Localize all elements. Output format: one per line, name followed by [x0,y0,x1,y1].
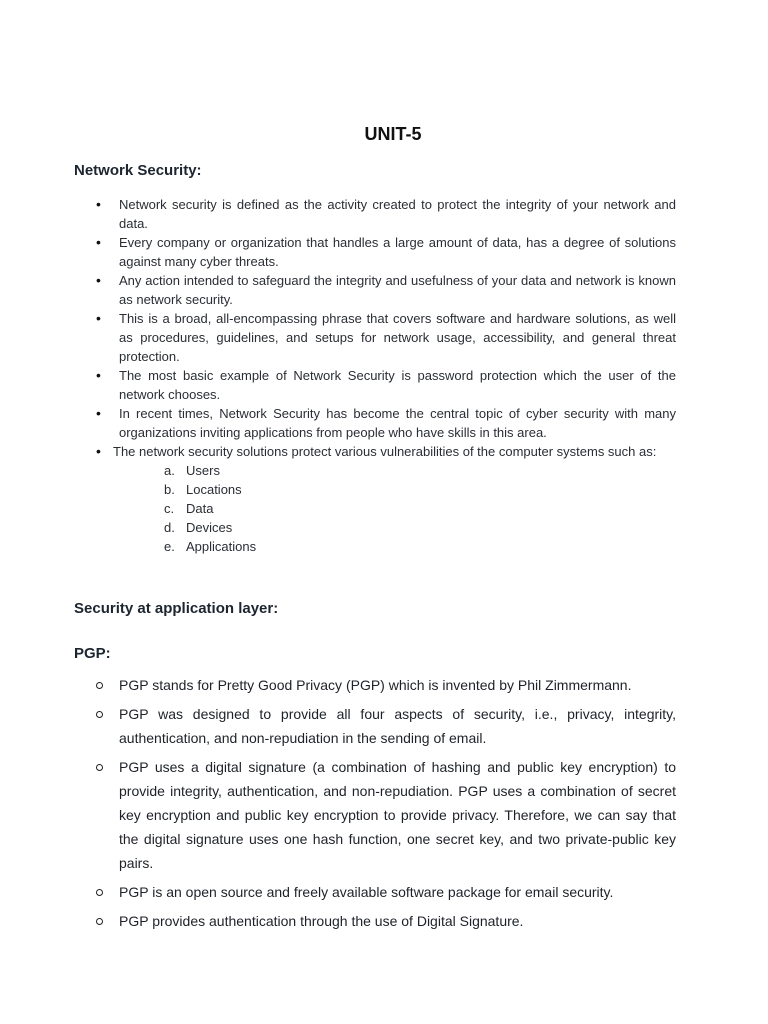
network-security-heading: Network Security: [74,162,202,179]
list-item: • The network security solutions protect various vulnerabilities of the computer systems such as: a. Users b. Locations c. Data d. Devices e. Applications [74,442,676,556]
page-title: UNIT-5 [364,124,422,144]
list-item: PGP provides authentication through the use of Digital Signature. [74,909,676,933]
sublist-item: a. Users [164,463,220,478]
list-item: • The most basic example of Network Security is password protection which the user of the network chooses. [96,367,676,402]
list-item: PGP was designed to provide all four aspects of security, i.e., privacy, integrity, authentication, and non-repudiation in the sending of email. [74,702,676,750]
sublist-item: b. Locations [164,482,242,497]
network-security-list [74,195,676,556]
list-item: PGP is an open source and freely available software package for email security. [74,880,676,904]
application-layer-heading: Security at application layer: [74,600,279,617]
list-item: PGP uses a digital signature (a combination of hashing and public key encryption) to provide integrity, authentication, and non-repudiation. PGP uses a combination of secret key encryption and public key encryption to provide privacy. Therefore, we can say that the digital signature uses one hash function, one secret key, and two private-public key pairs. [74,755,676,875]
list-item: • In recent times, Network Security has become the central topic of cyber security with many organizations inviting applications from people who have skills in this area. [96,405,676,440]
vulnerability-sublist [164,461,676,556]
bullet-dot-icon: • [96,367,101,383]
pgp-list [74,673,676,938]
bullet-dot-icon: • [96,443,101,459]
circle-bullet-icon [96,764,103,771]
pgp-heading: PGP: [74,645,111,662]
list-item: • Every company or organization that handles a large amount of data, has a degree of solutions against many cyber threats. [96,234,676,269]
bullet-dot-icon: • [96,405,101,421]
bullet-dot-icon: • [96,272,101,288]
list-item: • Network security is defined as the activity created to protect the integrity of your network and data. [96,196,676,231]
sublist-item: d. Devices [164,520,233,535]
sublist-item: c. Data [164,501,214,516]
sublist-item: e. Applications [164,539,257,554]
circle-bullet-icon [96,889,103,896]
bullet-dot-icon: • [96,196,101,212]
list-item: • Any action intended to safeguard the integrity and usefulness of your data and network is known as network security. [96,272,676,307]
circle-bullet-icon [96,918,103,925]
circle-bullet-icon [96,682,103,689]
bullet-dot-icon: • [96,234,101,250]
list-item: PGP stands for Pretty Good Privacy (PGP) which is invented by Phil Zimmermann. [74,673,676,697]
circle-bullet-icon [96,711,103,718]
bullet-dot-icon: • [96,310,101,326]
list-item: • This is a broad, all-encompassing phrase that covers software and hardware solutions, as well as procedures, guidelines, and setups for network usage, accessibility, and general threat protection. [96,310,676,364]
